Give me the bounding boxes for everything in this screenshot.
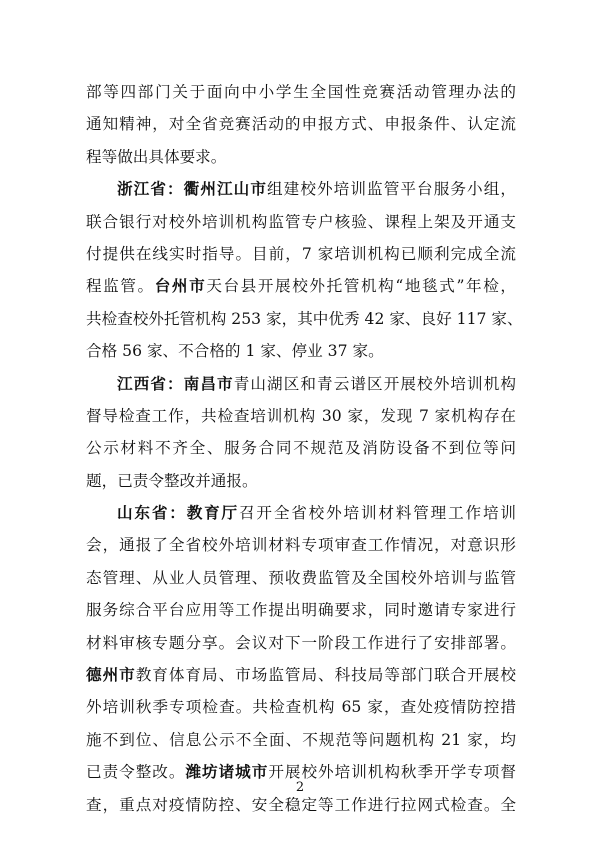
text-line: 程等做出具体要求。 [86, 147, 227, 166]
province-label: 江西省： [117, 374, 184, 393]
text-line: 德州市教育体育局、市场监管局、科技局等部门联合开展校 [86, 666, 516, 685]
text-line: 浙江省：衢州江山市组建校外培训监管平台服务小组， [117, 180, 516, 199]
text-line: 部等四部门关于面向中小学生全国性竞赛活动管理办法的 [86, 83, 516, 101]
text-line: 合格 56 家、不合格的 1 家、停业 37 家。 [86, 342, 384, 361]
text-line: 督导检查工作，共检查培训机构 30 家，发现 7 家机构存在 [86, 406, 516, 425]
text-line: 材料审核专题分享。会议对下一阶段工作进行了安排部署。 [86, 633, 516, 652]
text-line: 江西省：南昌市青山湖区和青云谱区开展校外培训机构 [117, 374, 516, 393]
paragraph-1 [86, 76, 516, 173]
paragraph-jiangxi [86, 368, 516, 498]
text-line: 态管理、从业人员管理、预收费监管及全国校外培训与监管 [86, 568, 516, 587]
text-line: 已责令整改。潍坊诸城市开展校外培训机构秋季开学专项督 [86, 763, 516, 782]
text-line: 公示材料不齐全、服务合同不规范及消防设备不到位等问 [86, 439, 516, 458]
text-line: 会，通报了全省校外培训材料专项审查工作情况，对意识形 [86, 536, 516, 555]
text-line: 服务综合平台应用等工作提出明确要求，同时邀请专家进行 [86, 601, 516, 620]
text-line: 题，已责令整改并通报。 [86, 471, 258, 490]
province-label: 浙江省： [117, 180, 184, 199]
city-label: 德州市 [86, 666, 136, 685]
city-label: 台州市 [154, 277, 207, 296]
text-line: 联合银行对校外培训机构监管专户核验、课程上架及开通支 [86, 212, 516, 231]
paragraph-zhejiang [86, 173, 523, 367]
city-label: 衢州江山市 [183, 180, 268, 199]
city-label: 潍坊诸城市 [185, 763, 269, 782]
text-line: 查，重点对疫情防控、安全稳定等工作进行拉网式检查。全 [86, 795, 516, 814]
text-line: 施不到位、信息公示不全面、不规范等问题机构 21 家，均 [86, 730, 516, 749]
province-label: 山东省： [117, 504, 187, 523]
text-line: 程监管。台州市天台县开展校外托管机构“地毯式”年检， [86, 277, 516, 296]
body-text [86, 76, 523, 821]
text-line: 共检查校外托管机构 253 家，其中优秀 42 家、良好 117 家、 [86, 309, 523, 328]
text-line: 通知精神，对全省竞赛活动的申报方式、申报条件、认定流 [86, 115, 516, 134]
paragraph-shandong [86, 497, 516, 821]
department-label: 教育厅 [186, 504, 239, 523]
text-line: 外培训秋季专项检查。共检查机构 65 家，查处疫情防控措 [86, 698, 516, 717]
text-line: 山东省：教育厅召开全省校外培训材料管理工作培训 [117, 504, 516, 523]
page-number: 2 [295, 780, 305, 795]
city-label: 南昌市 [183, 374, 234, 393]
text-line: 付提供在线实时指导。目前，7 家培训机构已顺利完成全流 [86, 244, 516, 263]
